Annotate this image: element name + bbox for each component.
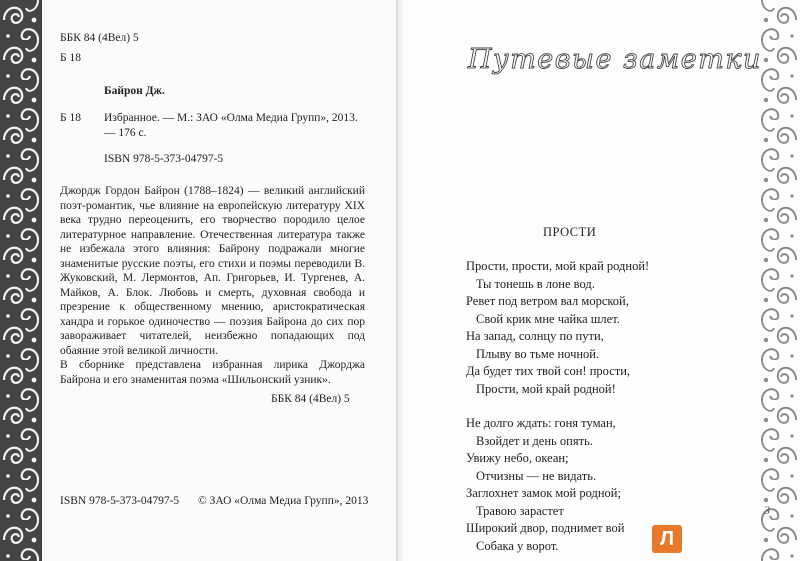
labirint-logo-badge[interactable]: Л bbox=[652, 525, 682, 553]
poem-line: Да будет тих твой сон! прости, bbox=[466, 364, 631, 378]
author-code-top: Б 18 bbox=[60, 52, 81, 64]
poem-line: Взойдет и день опять. bbox=[476, 433, 593, 448]
poem-line: Заглохнет замок мой родной; bbox=[466, 486, 621, 500]
poem-line: Плыву во тьме ночной. bbox=[476, 346, 600, 361]
annotation-paragraph-2: В сборнике представлена избранная лирика Джорджа Байрона и его знаменитая поэма «Шильонский узник». bbox=[60, 359, 365, 386]
bbk-code-top: ББК 84 (4Вел) 5 bbox=[60, 32, 139, 44]
left-ornament-border bbox=[0, 0, 42, 561]
right-ornament-border bbox=[758, 0, 800, 561]
poem-line: На запад, солнцу по пути, bbox=[466, 329, 604, 343]
copyright: © ЗАО «Олма Медиа Групп», 2013 bbox=[198, 495, 369, 507]
author-name: Байрон Дж. bbox=[104, 85, 165, 97]
bibliographic-entry: Избранное. — М.: ЗАО «Олма Медиа Групп», 2013. — 176 с. bbox=[104, 112, 358, 139]
poem-line: Собака у ворот. bbox=[476, 538, 559, 553]
poem-line: Травою зарастет bbox=[476, 503, 564, 518]
left-page bbox=[0, 0, 398, 561]
poem-line: Широкий двор, поднимет вой bbox=[466, 521, 625, 535]
poem-line: Прости, мой край родной! bbox=[476, 381, 616, 396]
isbn-bottom: ISBN 978-5-373-04797-5 bbox=[60, 495, 180, 507]
poem-line: Увижу небо, океан; bbox=[466, 451, 569, 465]
page-number: 3 bbox=[764, 503, 770, 517]
poem-line: Не долго ждать: гоня туман, bbox=[466, 416, 616, 430]
stanza-gap bbox=[466, 398, 649, 415]
bbk-code-bottom: ББК 84 (4Вел) 5 bbox=[271, 393, 350, 405]
poem-title: ПРОСТИ bbox=[543, 225, 597, 239]
poem-line: Ты тонешь в лоне вод. bbox=[476, 276, 595, 291]
annotation bbox=[60, 184, 365, 387]
poem-text bbox=[466, 258, 649, 555]
isbn: ISBN 978-5-373-04797-5 bbox=[104, 153, 224, 165]
poem-line: Свой крик мне чайка шлет. bbox=[476, 311, 620, 326]
poem-line: Отчизны — не видать. bbox=[476, 468, 597, 483]
poem-line: Ревет под ветром вал морской, bbox=[466, 294, 629, 308]
author-code-mid: Б 18 bbox=[60, 112, 81, 124]
section-title: Путевые заметки bbox=[468, 44, 762, 75]
annotation-paragraph-1: Джордж Гордон Байрон (1788–1824) — великий английский поэт-романтик, чье влияние на европейскую литературу XIX века трудно переоценить, его творчество породило целое литературное направление. Отечественная литература также не избежала этого влияния: Байрону подражали многие знаменитые русские поэты, его стихи и поэмы переводили В. Жуковский, М. Лермонтов, Ап. Григорьев, И. Тургенев, А. Майков, А. Блок. Любовь и смерть, духовная свобода и презрение к общественному мнению, аристократическая хандра и горькое одиночество — поэзия Байрона до сих пор завораживает читателей, неизбежно попадающих под обаяние этой великой личности. bbox=[60, 185, 365, 357]
poem-line: Прости, прости, мой край родной! bbox=[466, 259, 650, 273]
